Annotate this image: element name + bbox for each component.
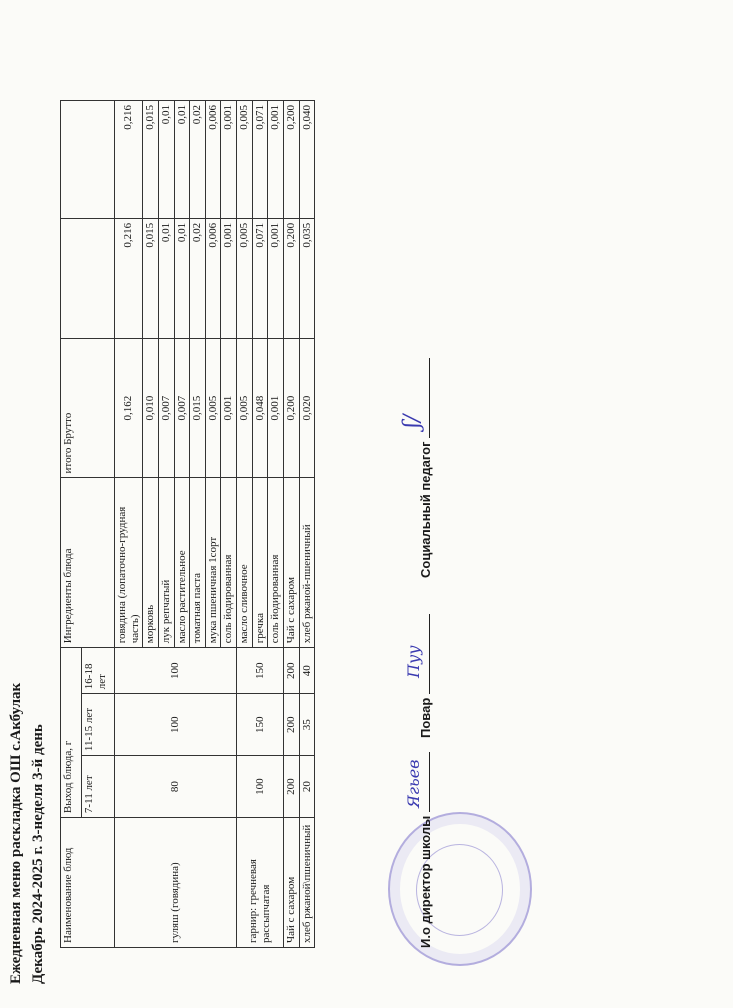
brutto-cell: 0,162 — [115, 338, 143, 478]
yield-11-15-cell: 35 — [299, 694, 315, 756]
document-subtitle: Декабрь 2024-2025 г. 3-неделя 3-й день — [30, 724, 46, 984]
yield-7-11-cell: 20 — [299, 756, 315, 818]
document-title: Ежедневная меню раскладка ОШ с.Акбулак — [8, 682, 24, 984]
cook-handwritten-signature: Пуу — [404, 645, 423, 678]
brutto-cell: 0,007 — [158, 338, 174, 478]
brutto-cell: 0,005 — [205, 338, 221, 478]
yield-16-18-cell: 100 — [115, 648, 237, 694]
ingredient-cell: масло сливочное — [237, 478, 253, 648]
table-row — [237, 101, 253, 948]
brutto-b-cell: 0,015 — [143, 218, 159, 338]
header-age-11-15: 11-15 лет — [82, 694, 115, 756]
header-ingredients: Ингредиенты блюда — [61, 478, 115, 648]
brutto-b-cell: 0,035 — [299, 218, 315, 338]
brutto-cell: 0,007 — [174, 338, 190, 478]
brutto-c-cell: 0,001 — [268, 101, 284, 219]
brutto-b-cell: 0,216 — [115, 218, 143, 338]
header-empty-b — [61, 218, 115, 338]
ingredient-cell: томатная паста — [190, 478, 206, 648]
header-total-brutto: итого Брутто — [61, 338, 115, 478]
brutto-b-cell: 0,001 — [221, 218, 237, 338]
header-age-16-18: 16-18 лет — [82, 648, 115, 694]
brutto-b-cell: 0,001 — [268, 218, 284, 338]
dish-name-cell: Чай с сахаром — [284, 818, 300, 948]
brutto-cell: 0,015 — [190, 338, 206, 478]
brutto-c-cell: 0,01 — [158, 101, 174, 219]
brutto-cell: 0,001 — [221, 338, 237, 478]
yield-16-18-cell: 150 — [237, 648, 284, 694]
ingredient-cell: соль йодированная — [221, 478, 237, 648]
header-yield: Выход блюда, г — [61, 648, 82, 818]
ingredient-cell: Чай с сахаром — [284, 478, 300, 648]
brutto-b-cell: 0,01 — [158, 218, 174, 338]
yield-16-18-cell: 40 — [299, 648, 315, 694]
brutto-c-cell: 0,02 — [190, 101, 206, 219]
ingredient-cell: лук репчатый — [158, 478, 174, 648]
brutto-c-cell: 0,005 — [237, 101, 253, 219]
brutto-b-cell: 0,200 — [284, 218, 300, 338]
director-label: И.о директор школы — [418, 815, 433, 948]
ingredient-cell: гречка — [252, 478, 268, 648]
social-label: Социальный педагог — [418, 441, 433, 578]
yield-7-11-cell: 80 — [115, 756, 237, 818]
brutto-cell: 0,200 — [284, 338, 300, 478]
brutto-cell: 0,020 — [299, 338, 315, 478]
yield-16-18-cell: 200 — [284, 648, 300, 694]
yield-11-15-cell: 150 — [237, 694, 284, 756]
brutto-cell: 0,010 — [143, 338, 159, 478]
dish-name-cell: хлеб ржаной\пшеничный — [299, 818, 315, 948]
brutto-c-cell: 0,040 — [299, 101, 315, 219]
school-stamp — [388, 812, 532, 966]
table-row — [115, 101, 143, 948]
brutto-cell: 0,001 — [268, 338, 284, 478]
yield-11-15-cell: 100 — [115, 694, 237, 756]
brutto-c-cell: 0,006 — [205, 101, 221, 219]
brutto-cell: 0,048 — [252, 338, 268, 478]
cook-label: Повар — [418, 697, 433, 738]
brutto-b-cell: 0,006 — [205, 218, 221, 338]
social-handwritten-signature: ʃ/ — [400, 414, 425, 428]
brutto-b-cell: 0,005 — [237, 218, 253, 338]
brutto-b-cell: 0,02 — [190, 218, 206, 338]
menu-table — [60, 100, 315, 948]
brutto-b-cell: 0,071 — [252, 218, 268, 338]
ingredient-cell: говядина (лопаточно-грудная часть) — [115, 478, 143, 648]
ingredient-cell: мука пшеничная 1сорт — [205, 478, 221, 648]
brutto-c-cell: 0,015 — [143, 101, 159, 219]
table-row — [299, 101, 315, 948]
brutto-c-cell: 0,001 — [221, 101, 237, 219]
brutto-c-cell: 0,01 — [174, 101, 190, 219]
header-empty-c — [61, 101, 115, 219]
ingredient-cell: хлеб ржаной-пшеничный — [299, 478, 315, 648]
brutto-cell: 0,005 — [237, 338, 253, 478]
social-signature-line — [418, 358, 433, 578]
director-handwritten-signature: Ягьев — [404, 759, 423, 808]
table-row — [284, 101, 300, 948]
yield-7-11-cell: 200 — [284, 756, 300, 818]
dish-name-cell: гарнир: гречневая рассыпчатая — [237, 818, 284, 948]
brutto-c-cell: 0,200 — [284, 101, 300, 219]
header-age-7-11: 7-11 лет — [82, 756, 115, 818]
yield-11-15-cell: 200 — [284, 694, 300, 756]
ingredient-cell: масло растительное — [174, 478, 190, 648]
ingredient-cell: соль йодированная — [268, 478, 284, 648]
dish-name-cell: гуляш (говядина) — [115, 818, 237, 948]
header-dish-name: Наименование блюд — [61, 818, 115, 948]
ingredient-cell: морковь — [143, 478, 159, 648]
brutto-c-cell: 0,071 — [252, 101, 268, 219]
yield-7-11-cell: 100 — [237, 756, 284, 818]
brutto-b-cell: 0,01 — [174, 218, 190, 338]
brutto-c-cell: 0,216 — [115, 101, 143, 219]
